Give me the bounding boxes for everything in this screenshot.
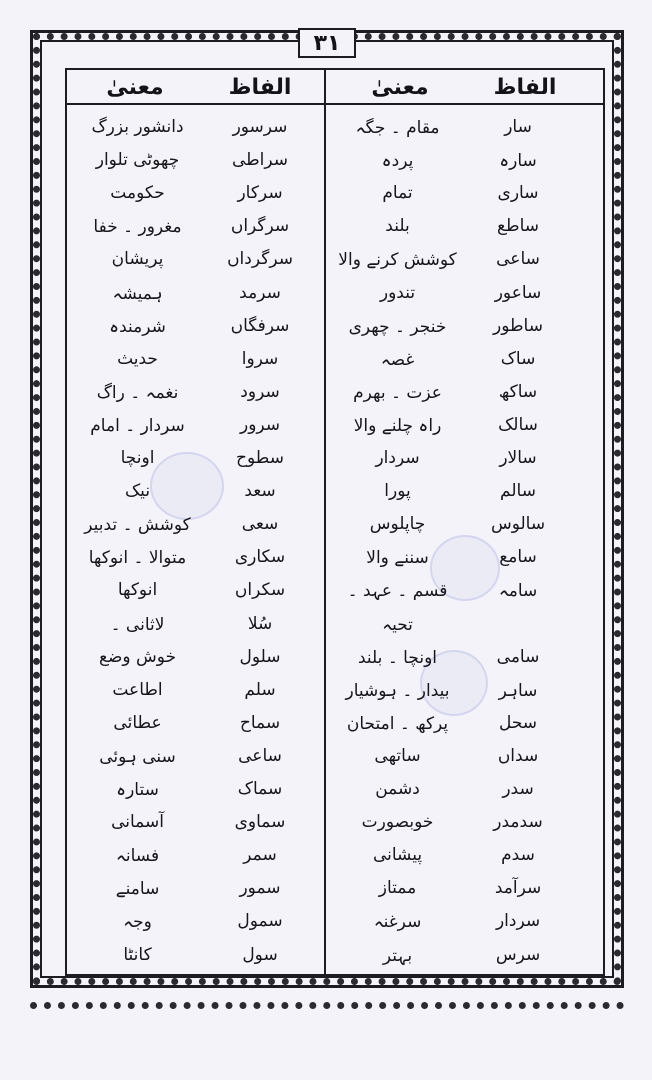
right-entry-word: سدمدر bbox=[493, 812, 543, 832]
left-entry-word: سعد bbox=[244, 481, 276, 501]
left-entry-word: سرمد bbox=[239, 283, 281, 303]
right-entry-word: سردار bbox=[495, 911, 541, 931]
left-entry-meaning: حدیث bbox=[117, 349, 158, 369]
left-entry-meaning: سامنے bbox=[115, 878, 160, 899]
right-entry-word: ساطع bbox=[497, 216, 540, 236]
left-entry-meaning: سردار ۔ امام bbox=[90, 415, 185, 436]
right-entry-word: ساک bbox=[500, 349, 536, 369]
left-entry-meaning: پریشان bbox=[111, 249, 164, 269]
header-word-right: الفاظ bbox=[493, 74, 557, 100]
bottom-chain-rule bbox=[30, 1002, 624, 1014]
left-entry-meaning: خوش وضع bbox=[98, 647, 177, 667]
left-entry-meaning: دانشور بزرگ bbox=[91, 117, 184, 137]
right-entry-meaning: چاپلوس bbox=[369, 514, 426, 534]
left-entry-meaning: فسانہ bbox=[115, 845, 160, 866]
right-entry-meaning: پردہ bbox=[381, 150, 414, 171]
right-entry-word: سامی bbox=[496, 647, 540, 667]
left-entry-word: سرسور bbox=[232, 117, 288, 137]
left-entry-word: سطوح bbox=[236, 448, 284, 468]
left-entry-meaning: ستارہ bbox=[116, 779, 159, 800]
right-entry-meaning: خوبصورت bbox=[361, 812, 434, 832]
right-entry-meaning: سردار bbox=[375, 448, 420, 468]
right-entry-meaning: ممتاز bbox=[378, 878, 417, 898]
right-entry-meaning: بہتر bbox=[382, 945, 413, 966]
left-entry-meaning: متوالا ۔ انوکھا bbox=[88, 547, 187, 568]
left-entry-word: سرگراں bbox=[230, 216, 290, 236]
left-entry-meaning: عطائی bbox=[113, 713, 162, 733]
left-entry-word: سُلا bbox=[247, 614, 273, 634]
left-entry-meaning: آسمانی bbox=[111, 812, 164, 832]
left-entry-word: سروا bbox=[241, 349, 279, 369]
right-entry-word: ساہر bbox=[498, 680, 538, 701]
left-entry-word: سکاری bbox=[234, 547, 286, 567]
left-entry-meaning: نیک bbox=[124, 481, 151, 501]
right-entry-meaning: بیدار ۔ ہوشیار bbox=[345, 680, 450, 701]
left-entry-word: سول bbox=[242, 945, 278, 965]
page-number: ۳۱ bbox=[298, 28, 356, 58]
left-entry-word: سلم bbox=[244, 680, 276, 700]
right-entry-meaning: ساتھی bbox=[374, 746, 421, 766]
right-entry-meaning: تمام bbox=[382, 183, 413, 203]
right-entry-meaning: عزت ۔ بھرم bbox=[353, 382, 442, 403]
right-entry-meaning: قسم ۔ عہد ۔ bbox=[347, 580, 448, 601]
right-entry-word: سرس bbox=[495, 945, 541, 965]
header-meaning-left: معنیٰ bbox=[106, 74, 164, 100]
left-entry-meaning: نغمہ ۔ راگ bbox=[96, 382, 179, 403]
left-entry-word: سمور bbox=[239, 878, 281, 898]
right-entry-word: ساری bbox=[497, 183, 539, 203]
left-entry-word: سراطی bbox=[231, 150, 289, 170]
right-entry-word: سامہ bbox=[498, 580, 538, 601]
right-entry-meaning: پیشانی bbox=[372, 845, 423, 865]
right-entry-meaning: اونچا ۔ بلند bbox=[358, 647, 437, 668]
right-entry-meaning: سننے والا bbox=[366, 547, 429, 568]
right-entry-word: سالار bbox=[499, 448, 537, 468]
left-entry-meaning: شرمندہ bbox=[109, 316, 166, 337]
right-entry-word: سارہ bbox=[499, 150, 537, 171]
left-entry-word: سرگرداں bbox=[227, 249, 293, 269]
header-rule bbox=[65, 103, 605, 105]
right-entry-meaning: تحیہ bbox=[382, 614, 413, 635]
left-entry-word: سرود bbox=[240, 382, 280, 402]
left-entry-meaning: چھوٹی تلوار bbox=[95, 150, 180, 170]
right-entry-word: سدر bbox=[502, 779, 534, 799]
header-word-left: الفاظ bbox=[228, 74, 292, 100]
left-entry-meaning: انوکھا bbox=[117, 580, 158, 600]
left-entry-word: سرکار bbox=[237, 183, 283, 203]
left-entry-word: سمر bbox=[243, 845, 277, 865]
left-entry-meaning: کانٹا bbox=[123, 945, 152, 965]
right-entry-word: ساکھ bbox=[498, 382, 538, 402]
left-entry-word: سرفگاں bbox=[230, 316, 290, 336]
right-entry-word: سالم bbox=[500, 481, 536, 501]
left-entry-meaning: اونچا bbox=[120, 448, 155, 468]
right-entry-meaning: غصہ bbox=[380, 349, 415, 370]
left-entry-meaning: کوشش ۔ تدبیر bbox=[84, 514, 191, 535]
column-divider bbox=[324, 68, 326, 976]
right-entry-meaning: دشمن bbox=[375, 779, 420, 799]
left-entry-meaning: اطاعت bbox=[112, 680, 163, 700]
right-entry-meaning: خنجر ۔ چھری bbox=[348, 316, 447, 337]
left-entry-word: سرور bbox=[239, 415, 281, 435]
right-entry-meaning: کوشش کرنے والا bbox=[338, 249, 457, 270]
right-entry-word: ساعور bbox=[494, 283, 542, 303]
right-entry-meaning: تندور bbox=[379, 283, 416, 303]
right-entry-word bbox=[468, 609, 568, 639]
header-meaning-right: معنیٰ bbox=[371, 74, 429, 100]
left-entry-word: سماک bbox=[237, 779, 283, 799]
right-entry-word: ساطور bbox=[493, 316, 543, 336]
right-entry-meaning: مقام ۔ جگہ bbox=[355, 117, 440, 138]
right-entry-meaning: پرکھ ۔ امتحان bbox=[346, 713, 449, 734]
left-entry-word: سکراں bbox=[234, 580, 286, 600]
right-entry-word: سحل bbox=[498, 713, 538, 733]
right-entry-word: سالوس bbox=[490, 514, 546, 534]
left-entry-meaning: حکومت bbox=[110, 183, 165, 203]
right-entry-word: سالک bbox=[498, 415, 538, 435]
right-entry-word: سار bbox=[504, 117, 532, 137]
left-entry-word: ساعی bbox=[238, 746, 282, 766]
left-entry-meaning: ہمیشہ bbox=[112, 283, 163, 304]
left-entry-word: سلول bbox=[239, 647, 281, 667]
left-entry-word: سعی bbox=[241, 514, 279, 534]
left-entry-word: سماح bbox=[239, 713, 281, 733]
right-entry-meaning: پورا bbox=[384, 481, 411, 501]
right-entry-meaning: راہ چلنے والا bbox=[353, 415, 442, 436]
left-entry-meaning: وجہ bbox=[123, 911, 152, 932]
left-entry-meaning: سنی ہوئی bbox=[99, 746, 176, 767]
right-entry-word: ساعی bbox=[496, 249, 540, 269]
right-entry-word: سرآمد bbox=[494, 878, 542, 898]
left-entry-word: سماوی bbox=[234, 812, 286, 832]
right-entry-word: سداں bbox=[497, 746, 539, 766]
right-entry-word: سدم bbox=[501, 845, 535, 865]
left-entry-word: سمول bbox=[237, 911, 283, 931]
right-entry-word: سامع bbox=[499, 547, 537, 567]
left-entry-meaning: لاثانی ۔ bbox=[110, 614, 165, 635]
left-entry-meaning: مغرور ۔ خفا bbox=[93, 216, 182, 237]
right-entry-meaning: سرغنہ bbox=[373, 911, 422, 932]
right-entry-meaning: بلند bbox=[385, 216, 410, 236]
